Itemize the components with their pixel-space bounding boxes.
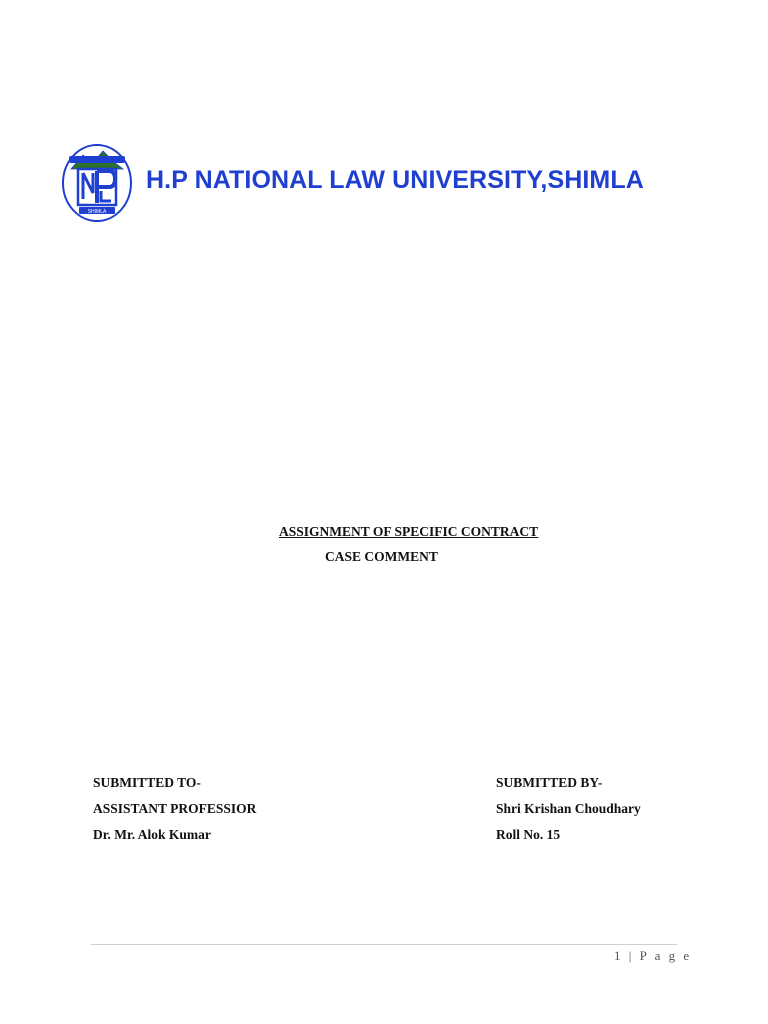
assignment-subtitle: CASE COMMENT [325, 549, 438, 564]
submitted-by-roll: Roll No. 15 [496, 827, 561, 842]
submitted-by-heading: SUBMITTED BY- [496, 775, 603, 790]
submitted-to-heading: SUBMITTED TO- [93, 775, 201, 790]
university-logo [61, 143, 133, 223]
footer-divider [91, 944, 677, 945]
university-name: H.P NATIONAL LAW UNIVERSITY,SHIMLA [146, 166, 644, 194]
submitted-by-name: Shri Krishan Choudhary [496, 801, 641, 816]
assignment-title: ASSIGNMENT OF SPECIFIC CONTRACT [279, 524, 539, 539]
logo-seal-text: SHIMLA [87, 209, 107, 215]
submitted-to-name: Dr. Mr. Alok Kumar [93, 827, 211, 842]
submitted-by-block [496, 775, 641, 853]
submitted-to-designation: ASSISTANT PROFESSIOR [93, 801, 257, 816]
submitted-to-block [93, 775, 256, 853]
page-number: 1 | P a g e [614, 948, 692, 963]
